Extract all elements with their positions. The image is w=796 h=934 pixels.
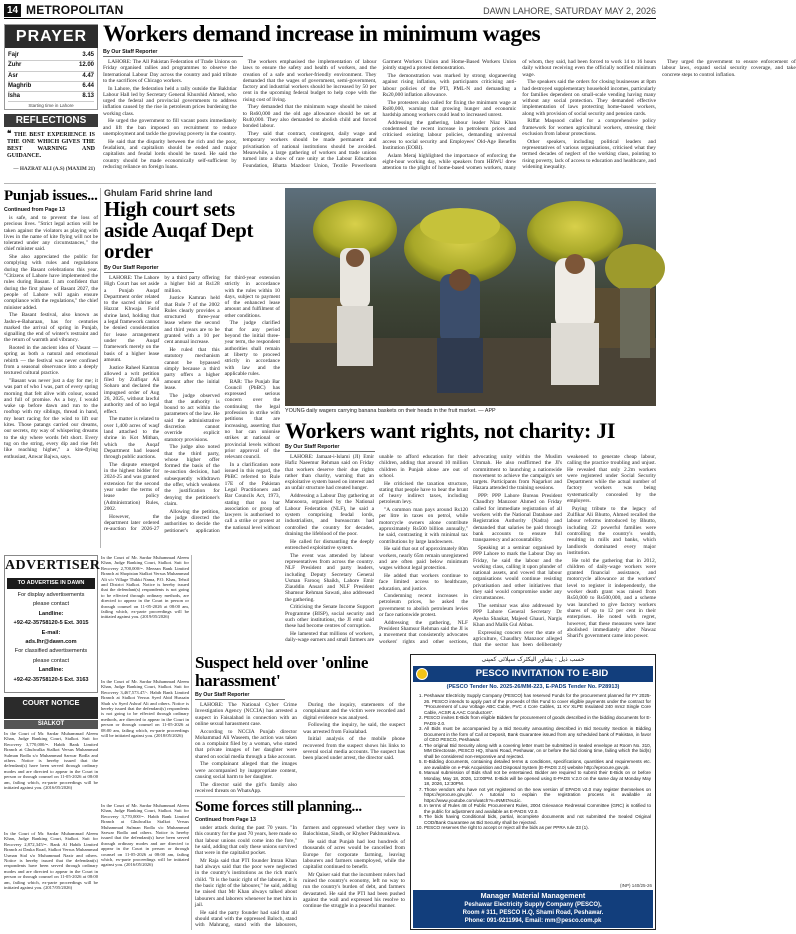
ad-phone: +92-42-35758120-5 Ext. 3015 (13, 620, 89, 627)
paragraph: Addressing the gathering, NLF President Shamsur Rehman said the JI is a movement that consistently advocates workers' rights and other sections, advocating unity within the Muslim Ummah. He also reaffirmed the JI's commitment to launching a nationwide movement to achieve the campaign's set targets. Participants from Nagarkot and Hazara attended the training sessions. (379, 454, 562, 645)
pesco-footer-title: Manager Material Management (480, 891, 586, 900)
advertiser-box (4, 555, 101, 693)
pesco-footer-contact: Phone: 091-9211994, Email: mm@pesco.com.pk (464, 917, 602, 924)
pesco-footer-company: Peshawar Electricity Supply Company (PESCO), (464, 901, 602, 908)
prayer-row (8, 51, 94, 61)
paragraph: Other speakers, including political leaders and representatives of various organisations, criticised what they termed decades of neglect of the working class, pointing to rising poverty, lack of access to education and healthcare, and widening inequality. (522, 138, 656, 170)
prayer-name: Asr (8, 72, 19, 79)
charity-byline: By Our Staff Reporter (285, 444, 375, 452)
ad-email: ads.lhr@dawn.com (25, 639, 77, 646)
advertiser-title: ADVERTISER (5, 558, 101, 573)
reflections-box (4, 114, 98, 182)
paragraph: They demanded that the minimum wage should be raised to Rs60,000 and the old age allowance should be set at Rs40,000. They also demanded to abolish child and forced bonded labour. (242, 104, 377, 130)
pesco-header (413, 666, 653, 682)
paragraph: "A common man pays around Rs120 per litre in taxes on petrol, while motorcycle owners alone contribute approximately Rs500 billion annually," he said, contrasting it with minimal tax contributions by large landowners. (379, 507, 468, 545)
paragraph: He said the party founder had said that all should stand with the oppressed Baloch, stand with Mahrang, stand with the labourers, farmers and oppressed whether they were in Balochistan, Sindh, or Khyber Pakhtunkhwa. (195, 825, 405, 929)
pesco-point: 6. Manual submission of Bids shall not be entertained. Bidder are required to submit their E-Bids on or before Monday, May 18, 2026, 12:00PM. E-Bids will be opened using E-PADS V.2.0 on the same day at Monday May 18, 2026, 12:30PM. (424, 770, 651, 787)
lead-text (103, 59, 796, 177)
paragraph: The complainant alleged that the images were accompanied by inappropriate content, causing social harm to her daughter. (195, 761, 297, 781)
divider (4, 183, 656, 184)
paragraph: "Basant was never just a day for me; it was part of who I was, part of every spring morning that felt alive with colour, sound and full of promise. As a boy, I would wake up before dawn and run to the rooftop with my siblings, thread in hand, my heart racing for the wind to lift our kites. Those patangs carried our dreams, our secrets, my way of whispering dreams to the sky where words felt short. Every tug on the string, every dip and rise felt like reaching higher," a kite-flying enthusiast, Anwar Bajwa, says. (4, 377, 98, 460)
paragraph: However, the department later ordered re-auction for 2026-27 by a third party offering a higher bid at Rs128 million. (104, 275, 220, 533)
paragraph: The seminar was also addressed by PPP Lahore General Secretary Dr Ayesha Shaukat, Majeed Ghauri, Nargis Khan and Malik Gul Abbas. (473, 603, 562, 628)
pesco-point: 8. In terms of Rules 48 of Public Procurement Rules, 2004 Grievance Redressal Committee (GRC) is notified to the public for adjustment and available as E-PADS V2.0. (424, 803, 651, 814)
pesco-point: 5. E-Bidding documents, containing detailed terms & conditions, specifications, quantities and requirements etc. are available on e-Pak Acquisition and Disposal System (E-PADS 2.0) website http://eprocure.gov.pk. (424, 759, 651, 770)
ghulam-headline: High court sets aside Auqaf Dept order (104, 197, 254, 263)
paragraph: under attack during the past 70 years. "In this country for the past 70 years, here made so that labour unions could come into the fore," he said, adding that only these unions survived that were in the capitalist pocket. (195, 825, 297, 857)
court-notice-5: In the Court of Mr. Sardar Muhammad Aleem Khan, Judge Banking Court, Sialkot. Suit for Recovery 3,770,000/=. Habib Bank Limited Branch at Ghulwalka Sialkot Versus Muhammad Sulman Bodla s/o Muhammad Sarwar Bodla and others. Notice is hereby issued that the defendant(s) have been served through ordinary modes and are directed to appear in the Court in person or through counsel on 11-05-2026 at 08:00 am, failing which, ex-parte proceedings will be initiated against you. (2016/05/2026) (101, 803, 189, 868)
paragraph: During the inquiry, statements of the complainant and the victim were recorded and digital evidence was analysed. (303, 702, 405, 721)
court-notice-title: COURT NOTICE (4, 697, 98, 719)
paragraph: Justice Raheel Kamran allowed a writ petition filed by Zulfiqar Ali Soharo and declared the impugned order of Aug 26, 2025, without lawful authority and of no legal effect. (104, 364, 160, 415)
paragraph: LAHORE: Jamaat-i-Islami (JI) Emir Hafiz Naeemur Rehman said on Friday that workers deserve their due rights rather than charity, warning that an exploitative system based on interest and an unfair structure had created hunger. (285, 454, 374, 492)
paragraph: The matter is related to over 1,400 acres of waqf land attached to the shrine in Kot Mithan, which the Auqaf Department had leased through public auctions. (104, 416, 160, 461)
paragraph: He criticised the taxation structure, stating that people have to bear the brunt of heavy indirect taxes, including petroleum levy. (379, 480, 468, 506)
prayer-row (8, 61, 94, 71)
paragraph: He urged the government to fill vacant posts immediately and lift the ban imposed on recruitment to reduce unemployment and tackle the growing poverty in the country. (103, 118, 237, 138)
sacrifices-continued: Continued from Page 13 (195, 817, 256, 823)
pesco-logo-icon (416, 668, 428, 680)
paragraph: Speaking at a seminar organised by PPP Lahore to mark the Labour Day on Friday, he said the labour and the working class, calling it upon plunder of national assets, and vowed that labour organisations would continue resisting privatisation and other initiatives that they said would compromise under any circumstances. (473, 544, 562, 602)
paragraph: LAHORE: The Lahore High Court has set aside a Punjab Auqaf Department order related to the sacred shrine of Hazrat Khwaja Farid shrine land, holding that a legal framework cannot be denied consideration for lease arrangement under the Auqaf framework merely on the basis of a higher lease amount. (104, 275, 160, 363)
advertise-box-title: TO ADVERTISE IN DAWN (7, 578, 95, 589)
prayer-time: 6.44 (82, 82, 94, 89)
paragraph: PPP: PPP Lahore Bureau President Chaudhry Manzoor Ahmed on Friday called for immediate registration of all workers with the National Database and Registration Authority (Nadra) and demanded that salaries be paid through bank accounts to ensure full transparency and accountability. (473, 493, 562, 544)
paragraph: In Lahore, the federation held a rally outside the Bakhtiar Labour Hall led by Secretary General Khurshid Ahmed, who urged the federal and provincial governments to address inflation caused by the rise in petroleum prices burdening the working class. (103, 85, 237, 117)
pesco-points (415, 693, 651, 881)
reflections-title: REFLECTIONS (4, 114, 98, 127)
cyber-text (195, 702, 405, 797)
divider (100, 188, 101, 548)
paragraph: Initial analysis of the mobile phone recovered from the suspect shows his links to several social media accounts. The suspect has been placed under arrest, the director said. (303, 736, 405, 762)
dateline: DAWN LAHORE, SATURDAY MAY 2, 2026 (483, 6, 656, 16)
paragraph: The workers emphasised the implementation of labour laws to ensure the safety and health of workers, and the creation of a safe and worker-friendly environment. They demanded that the wages of government, semi-government, factory and industrial workers should be increased by 50 per cent in the upcoming federal budget to help cope with the rising cost of living. (242, 59, 377, 103)
paragraph: In a clarification note issued in this regard, the PbBC referred to Rule 17E of the Pakistan Legal Practitioners and Bar Councils Act, 1973, stating that no bar association or group of lawyers is authorised to call a strike or protest at the national level without (224, 461, 280, 531)
paragraph: Addressing a Labour Day gathering at Mansoora, organised by the National Labour Federation (NLF), he said a system comprising feudal lords, industrialists, and bureaucrats had controlled the country for decades, draining the lifeblood of the poor. (285, 493, 374, 537)
banana-market-photo (285, 188, 656, 406)
court-notice-location: SIALKOT (4, 720, 98, 729)
sacrifices-story (195, 799, 405, 930)
paragraph: He lamented that millions of workers, daily-wage earners and small farmers are unable to afford education for their children, adding that around 10 million children in Punjab alone are out of school. (285, 454, 468, 644)
paragraph: He added that workers continue to face limited access to healthcare, education, and justice. (379, 572, 468, 592)
cyber-byline: By Our Staff Reporter (195, 692, 285, 700)
reflections-quote-text: THE BEST EXPERIENCE IS THE ONE WHICH GIVES THE BEST WARNING AND GUIDANCE. (7, 132, 95, 159)
paragraph: The demonstration was marked by strong sloganeering against rising inflation, with participants criticising anti-labour policies of the PTI, PML-N and demanding a Rs20,000 inflation allowance. (382, 72, 517, 98)
court-notice-3: In the Court of Mr. Sardar Muhammad Aleem Khan, Judge Banking Court, Sialkot. Suit for Recovery 3,467,573.47/-. Habib Bank Limited Branch at Sialkot Versus Syed Abid Hussain Shah s/o Syed Ashraf Ali and others. Notice is hereby issued that the defendant(s) respondents is not going to be effected through ordinary methods, are directed to appear in the Court in person or through counsel on 11-05-2026 at 08:00 am, failing which, ex-parte proceedings will be initiated against you. (2018/05/2026) (101, 679, 189, 739)
paragraph: Addressing the gathering, labour leader Niaz Khan condemned the recent increase in petroleum prices and criticised existing labour policies, demanding universal access to social security and Employees' Old-Age Benefits Institution (EOBI). (382, 119, 517, 152)
paragraph: He called for dismantling the deeply entrenched exploitative system. (285, 538, 374, 551)
paragraph: LAHORE: The National Cyber Crime Investigation Agency (NCCIA) has arrested a suspect in Faisalabad in connection with an online sexual harassment case. (195, 702, 297, 727)
paragraph: The judge also noted that the third party, whose higher offer formed the basis of the re-auction decision, had subsequently withdrawn the offer, which weakens the justification for denying the petitioner's claim. (164, 444, 220, 507)
charity-story (285, 418, 656, 650)
prayer-title: PRAYER (5, 25, 98, 48)
prayer-row (8, 82, 94, 92)
ghulam-text (104, 275, 280, 535)
pesco-urdu-line: حسب ذیل : پشاور الیکٹرک سپلائی کمپنی (481, 656, 585, 663)
pesco-tender: (PESCO Tender No. 2025-26/MM-223, E-PADS Tender No. P28913) (446, 684, 620, 690)
pesco-point: 7. Those vendors who have not yet registered on the new version of EPADS v2.0 may register themselves on https://eprocure.gov.pk/. A tutorial to explain the registration process is available at https://www.youtube.com/watch?v=INMIt7eu1ic. (424, 787, 651, 804)
paragraph: Condemning recent increases in petroleum prices, he asked the government to abolish petroleum levies or face nationwide protest. (379, 593, 468, 619)
paragraph: The speakers said the orders for closing businesses at 8pm had destroyed supplementary household incomes, particularly for families dependent on small-scale vending having many without any social protection. They demanded effective implementation of laws protecting home-based workers, along with provision of social security and pension cards. (522, 79, 656, 117)
ghulam-kicker: Ghulam Farid shrine land (104, 188, 213, 198)
lead-headline: Workers demand increase in minimum wages (103, 21, 541, 47)
ad-line: E-mail: (41, 629, 61, 636)
paragraph: He told the gathering that in 2012, children of daily-wage workers were granted financial assistance, and motorcycle allowance at the workers' level to register it independently, the worker death grant was raised from Rs50,000 to Rs500,000, and a scheme was launched to give factory workers shares of up to 12 per cent in their enterprises. He noted with regret, however, that these measures were later abolished immediately after Nawaz Sharif's government came into power. (567, 557, 656, 640)
prayer-box (4, 24, 98, 110)
paragraph: Mr Raja said that PTI founder Imran Khan had always said that the poor were neglected in the country's institutions as the rich man's child. "It is the basic right of the labourer, it is the basic right of the labourer," he said, adding he raised that Mr Khan always talked about labourers and laborers whenever he met him in jail. (195, 857, 297, 908)
paragraph: She also appreciated the public for complying with rules and regulations during the Basant celebrations this year. "Citizens of Lahore have implemented the rules during Basant. I am confident that during the first phase of Basant 2027, the people of Lahore will again ensure compliance with the regulations," the chief minister added. (4, 254, 98, 311)
paragraph: LAHORE: The All Pakistan Federation of Trade Unions on Friday organised rallies and programmes to observe the International Labour Day across the country and paid tribute to the sacrifices of Chicago workers. (103, 59, 237, 84)
divider (195, 796, 405, 797)
sacrifices-headline: Some forces still planning... (195, 799, 362, 815)
pesco-title: PESCO INVITATION TO E-BID (475, 668, 609, 679)
prayer-time: 3.45 (82, 52, 94, 58)
punjab-story (4, 188, 98, 550)
prayer-name: Zuhr (8, 62, 22, 69)
paragraph: BAR: The Punjab Bar Council (PbBC) has expressed serious concern over the continuing the legal profession in strike with petitions that are increasing, asserting that no bar can unionise strikes at national or provincial levels without prior approval of the relevant council. (224, 378, 280, 461)
paragraph: He said that out of approximately 80m workers, nearly 65m remain unregistered and are often paid below minimum wages without legal protection. (379, 546, 468, 572)
ghulam-story (104, 188, 280, 550)
court-notice-4: In the Court of Mr. Sardar Muhammad Aleem Khan, Judge Banking Court, Sialkot. Suit for Recovery 2,872,345/=. Bank Al Habib Limited Branch at Daska Road, Sialkot Versus Muhammad Usman Sial s/o Muhammad Nazir and others. Notice is hereby issued that the defendant(s) respondents have been served through ordinary modes and are directed to appear in the Court in person or through counsel on 11-05-2026 at 08:00 am, failing which, ex-parte proceedings will be initiated against you. (2017/05/2026) (4, 831, 98, 891)
paragraph: is safe, and to prevent the loss of precious lives. "Strict legal action will be taken against the violators as playing with lives in the name of kite flying will not be tolerated under any circumstances," the chief minister said. (4, 215, 98, 253)
paragraph: Aslam Meraj highlighted the importance of enforcing the eight-hour working day, while speakers from HBWU drew attention to the plight of home-based women workers, many of whom, they said, had been forced to work 14 to 16 hours daily without receiving even the officially notified minimum wage. (382, 59, 656, 172)
court-notice-1: In the Court of Mr. Sardar Muhammad Aleem Khan, Judge Banking Court, Sialkot. Suit for Recovery 3,770,000/=. Habib Bank Limited Branch at Ghulwalka Sialkot Versus Muhammad Sulman Bodla s/o Muhammad Sarwar Bodla and others. Notice is hereby issued that the defendant(s) have been served through ordinary modes and are directed to appear in the Court in person or through counsel on 11-05-2026 at 08:00 am, failing which, ex-parte proceedings will be initiated against you. (2016/05/2026) (4, 731, 98, 791)
ad-line: please contact (32, 657, 70, 664)
paragraph: Rooted in the ancient idea of Vasant — spring as both a natural and emotional rebirth — the festival was never confined from a seasonal observance into a deeply textured cultural practice. (4, 345, 98, 377)
punjab-text (4, 215, 98, 460)
lead-body (103, 49, 796, 177)
prayer-time: 8.13 (82, 93, 94, 100)
page-number: 14 (4, 4, 21, 17)
paragraph: The dispute emerged in the highest bidder for 2024-25 and was granted extension for the second year under the terms of lease policy (Administration) Rules, 2002. (104, 461, 160, 512)
paragraph: Allowing the petition, the judge directed the authorities to decide the petitioner's application for third-year extension strictly in accordance with the rules within 10 days, subject to payment of the enhanced lease amount and fulfilment of other conditions. (164, 275, 280, 534)
paragraph: The director said the girl's family also received threats on WhatsApp. (195, 781, 297, 795)
pesco-point: 2. PESCO invites E-Bids from eligible Bidders for procurement of goods described in the bidding documents for E-PADS-2.0. (424, 715, 651, 726)
sacrifices-text (195, 825, 405, 929)
court-notice-2: In the Court of Mr. Sardar Muhammad Aleem Khan, Judge Banking Court, Sialkot. Suit for Recovery 2,700,000/=. Meezan Bank Limited Branch at Shopistan Sialkot Versus Muhammad Ali s/o Village Thikki Nama, P.O. Khas, Tehsil and District Sialkot. Notice is hereby issued that the defendant(s) respondents is not going to be effected through ordinary methods, are directed to appear in the Court in person or through counsel on 11-05-2026 at 08:00 am, failing which, ex-parte proceedings will be initiated against you. (2019/05/2026) (101, 555, 189, 620)
section-title: METROPOLITAN (26, 3, 124, 17)
pesco-point: 9. The bids having Conditional bids, partial, incomplete documents and not submitted the Sealed Original COD/Bank Guarantee as Bid Security shall be rejected. (424, 814, 651, 825)
pesco-point: 3. All Bids must be accompanied by a Bid Security amounting described in Bid Security Section in Bidding Document in the form of Call at Deposit, Bank Guarantee issued from any scheduled bank of Pakistan, in favor of CEO PESCO, Peshawar. (424, 726, 651, 743)
punjab-continued: Continued from Page 13 (4, 207, 65, 213)
photo-caption: YOUNG daily wagers carrying banana baskets on their heads in the fruit market. — APP (285, 408, 496, 414)
paragraph: Following the inquiry, he said, the suspect was arrested from Faisalabad. (303, 722, 405, 735)
masthead (4, 4, 656, 19)
paragraph: The protesters also called for fixing the minimum wage at Rs80,000, warning that growing hunger and economic hardship among workers could lead to increased unrest. (382, 99, 517, 119)
charity-headline: Workers want rights, not charity: JI (285, 418, 616, 443)
pesco-point: 1. Peshawar Electricity Supply Company (PESCO) has reserved Funds for the procurement planned for FY 2025-26. PESCO intends to apply part of the proceeds of this Fund to cover eligible payments under the contract for "Procurement of Low Voltage ABC Cable, PVC 4 Core Cables, 11 KV XLPE Insulated 240 mm2 Single Core Cable, ACSR & AAC Conductors". (424, 693, 651, 715)
punjab-headline: Punjab issues... (4, 188, 98, 204)
prayer-table (8, 51, 94, 102)
court-notice-col2 (101, 555, 189, 930)
paragraph: Riffat Maqsood called for a comprehensive policy framework for women agricultural workers, stressing their exclusion from labour protections. (522, 118, 656, 138)
paragraph: Expressing concern over the state of agriculture, Chaudhry Manzoor alleged that the sector has been deliberately weakened to generate cheap labour, calling the practice troubling and unjust. He revealed that only 2.2m workers were registered under Social Security Department while the actual number of factory workers was being systematically concealed by the employers. (473, 454, 656, 649)
prayer-row (8, 92, 94, 102)
pesco-footer-address: Room # 311, PESCO H.Q, Shami Road, Peshawar. (462, 909, 604, 916)
paragraph: Criticising the Senate Income Support Programme (BISP), social security and such other institutions, the JI emir said these had become centres of corruption. (285, 604, 374, 630)
ad-line: please contact (32, 601, 70, 608)
pesco-point: 10. PESCO reserves the right to accept or reject all the bids as per PPRA rule 33 (1). (424, 825, 651, 831)
cyber-story (195, 654, 405, 794)
ad-line: Landline: (38, 667, 64, 674)
news-photo (285, 188, 656, 406)
paragraph: The Basant festival, also known as Jashn-e-Baharaan, has for centuries marked the arrival of spring in Punjab, signalling the end of winter's restraint and the return of warmth and vibrancy. (4, 312, 98, 344)
ad-line: For classified advertisements (14, 648, 88, 655)
ad-line: Landline: (38, 610, 64, 617)
lead-byline: By Our Staff Reporter (103, 49, 243, 57)
paragraph: Mr Qaiser said that the incumbent rulers had ruined the country's economy, left no way to run the country's burden of debt, and farmers devastated. He said the PTI had been pushed against the wall and expressed his resolve to continue the struggle in a peaceful manner. (303, 871, 405, 910)
prayer-note: Starting time in Lahore (28, 103, 74, 108)
quote-mark-icon: ❝ (7, 129, 12, 138)
ad-line: For display advertisements (17, 592, 85, 598)
reflections-quote (7, 130, 95, 160)
divider (191, 555, 192, 930)
ad-phone: +92-42-35758120-5 Ext. 3163 (13, 676, 89, 683)
paragraph: They said that contract, contingent, daily wage and temporary workers should be made permanent and privatisation of national institutions should be avoided. Meanwhile, a large gathering of workers and trade unions turned into a show of rare unity at the Labour Education Foundation, Bhatta Mazdoor Union, Textile Powerloom Garment Workers Union and Home-Based Workers Union jointly staged a protest demonstration. (242, 59, 517, 169)
advertise-contacts (7, 591, 95, 685)
pesco-code: (INP) 140/25-26 (619, 883, 652, 888)
prayer-name: Isha (8, 93, 21, 100)
paragraph: He said that the disparity between the rich and the poor, feudalism, and capitalism should be ended and major capitalists and feudal lords should be taxed. He said the country should be made economically self-sufficient by reducing reliance on foreign loans. (103, 138, 237, 170)
prayer-name: Fajr (8, 52, 20, 58)
paragraph: According to NCCIA Punjab director Mohammad Ali Waseem, the action was taken on a complaint filed by a woman, who stated that private images of her daughter were shared on social media through a fake account. (195, 728, 297, 760)
prayer-time: 12.00 (78, 62, 94, 69)
prayer-row (8, 72, 94, 82)
paragraph: He ruled that this statutory mechanism cannot be bypassed simply because a third party offers a higher amount after the initial lease. (164, 347, 220, 391)
prayer-name: Maghrib (8, 82, 32, 89)
reflections-attribution: — HAZRAT ALI (A.S) (MAXIM 21) (13, 166, 95, 172)
charity-text (285, 454, 656, 649)
pesco-ad (410, 654, 656, 930)
pesco-point: 4. The original Bid Security along with a covering letter must be submitted in sealed envelope at Room No. 310, MM Directorate, PESCO HQ, Shami Road, Peshawar, on or before the bid closing time, failing which the bid(s) shall be considered non-responsive and rejected. (424, 743, 651, 760)
ghulam-byline: By Our Staff Reporter (104, 265, 194, 273)
pesco-footer (413, 890, 653, 928)
paragraph: The judge observed that the authority is bound to act within the parameters of the law. He said the administrative discretion cannot override explicit statutory provisions. (164, 392, 220, 443)
paragraph: He said that Punjab had lost hundreds of thousands of acres would be cancelled from Europe for corporate farming, leaving labourers and farmers unemployed, while the capitalist continued to benefit. (303, 838, 405, 871)
paragraph: The judge clarified that for any period beyond the initial three-year term, the respondent authorities shall remain at liberty to proceed strictly in accordance with law and the applicable rules. (224, 320, 280, 377)
paragraph: They urged the government to ensure enforcement of labour laws, expand social security coverage, and take concrete steps to control inflation. (662, 59, 796, 78)
paragraph: Justice Kamran held that Rule 7 of the 2002 Rules clearly provides a structured three-year lease where the second and third years are to be granted with a 10 per cent annual increase. (164, 295, 220, 346)
cyber-headline: Suspect held over 'online harassment' (195, 653, 369, 690)
paragraph: Paying tribute to the legacy of Zulfikar Ali Bhutto, Ahmed recalled the labour reforms introduced by Bhutto, including 22 powerful families were controlling the country's wealth, resulting in mills and banks, which landlords dominated every major institution. (567, 505, 656, 556)
prayer-time: 4.47 (82, 72, 94, 79)
paragraph: The event was attended by labour representatives from across the country. NLF President and party leaders, including Deputy Secretary General Usman Farooq Shaikh, Lahore Emir Ziauddin Ansari and NLF President Shamsur Rehman Sawati, also addressed the gathering. (285, 552, 374, 603)
